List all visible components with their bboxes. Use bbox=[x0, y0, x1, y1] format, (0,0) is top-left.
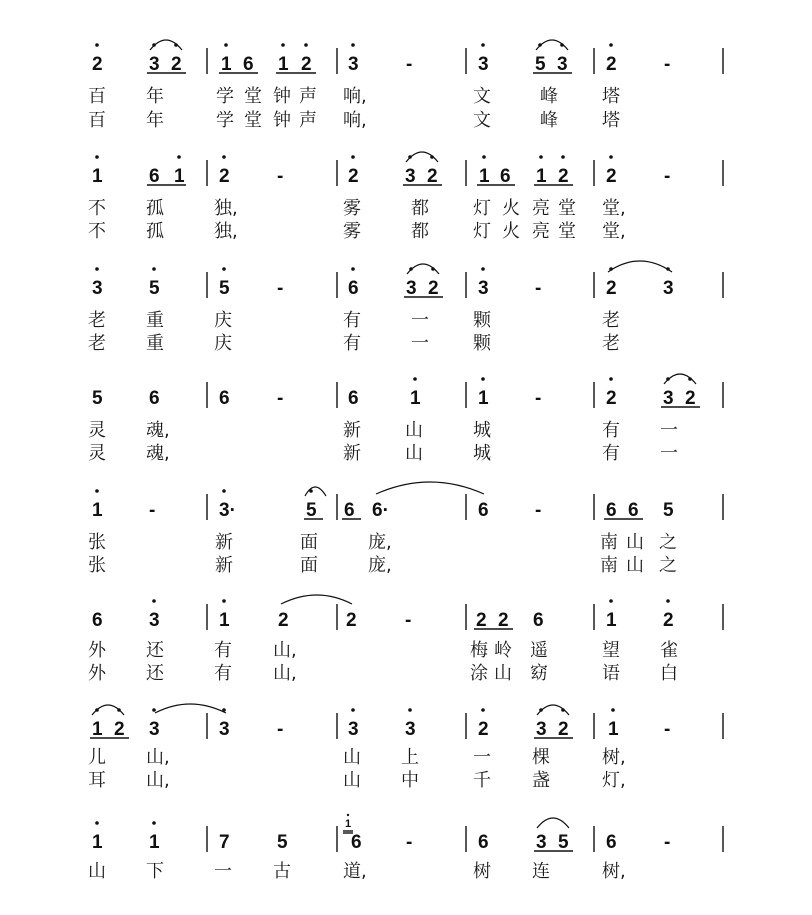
note: 1 bbox=[92, 166, 103, 187]
note: 3 bbox=[92, 278, 103, 299]
lyric: 面 bbox=[300, 555, 318, 576]
note: 1 bbox=[608, 719, 619, 740]
lyric: 有 bbox=[214, 640, 232, 661]
note: 3 bbox=[663, 278, 674, 299]
note: 7 bbox=[219, 832, 230, 853]
lyric: 一 bbox=[214, 861, 232, 882]
dash-hold: - bbox=[277, 388, 284, 409]
dash-hold: - bbox=[406, 54, 413, 75]
note: 6 bbox=[348, 278, 359, 299]
lyric: 峰 bbox=[540, 86, 558, 107]
note: 6 bbox=[92, 610, 103, 631]
lyric: 张 bbox=[88, 532, 106, 553]
lyric: 山, bbox=[273, 640, 297, 661]
note: 3 bbox=[557, 54, 568, 75]
score-row-4 bbox=[88, 374, 723, 464]
octave-dots bbox=[413, 377, 692, 381]
lyric: 山, bbox=[146, 747, 170, 768]
note: 2 bbox=[558, 719, 569, 740]
note: 3 bbox=[478, 54, 489, 75]
lyric: 面 bbox=[300, 532, 318, 553]
score-row-5 bbox=[88, 482, 723, 576]
lyric: 一 bbox=[660, 420, 678, 441]
lyric: 百 bbox=[88, 86, 106, 107]
lyric: 山, bbox=[273, 663, 297, 684]
lyric: 山 bbox=[405, 443, 423, 464]
slurs bbox=[406, 152, 438, 162]
lyric: 外 bbox=[88, 640, 106, 661]
lyric: 重 bbox=[146, 333, 164, 354]
lyric: 响, bbox=[343, 86, 367, 107]
lyric: 山 bbox=[343, 770, 361, 791]
note: 3 bbox=[536, 832, 547, 853]
lyric: 有 bbox=[602, 420, 620, 441]
lyric: 不 bbox=[88, 198, 106, 219]
lyric: 堂 bbox=[558, 198, 576, 219]
lyric: 一 bbox=[411, 333, 429, 354]
score-row-8 bbox=[88, 814, 723, 882]
grace-note: 1 bbox=[345, 818, 352, 830]
note: 6 bbox=[351, 832, 362, 853]
note: 3 bbox=[219, 719, 230, 740]
lyric: 庆 bbox=[214, 333, 232, 354]
dash-hold: - bbox=[535, 388, 542, 409]
lyric: 庆 bbox=[214, 310, 232, 331]
lyric: 堂 bbox=[558, 221, 576, 242]
lyric: 新 bbox=[215, 532, 233, 553]
score-row-7 bbox=[88, 704, 723, 791]
octave-dots bbox=[95, 155, 613, 159]
lyric: 千 bbox=[473, 770, 491, 791]
lyric: 雾 bbox=[343, 198, 361, 219]
lyric: 庞, bbox=[368, 532, 392, 553]
lyric: 孤 bbox=[146, 198, 164, 219]
note: 2 bbox=[606, 54, 617, 75]
lyric: 不 bbox=[88, 221, 106, 242]
lyric: 古 bbox=[273, 861, 291, 882]
slurs bbox=[92, 704, 569, 715]
lyric: 声 bbox=[299, 86, 317, 107]
octave-dots bbox=[95, 489, 313, 493]
lyric: 树, bbox=[602, 861, 626, 882]
note: 2 bbox=[606, 388, 617, 409]
dash-hold: - bbox=[277, 719, 284, 740]
lyric: 年 bbox=[146, 86, 164, 107]
lyric: 还 bbox=[146, 663, 164, 684]
note: 6 bbox=[478, 832, 489, 853]
lyric: 文 bbox=[473, 110, 491, 131]
dash-hold: - bbox=[535, 500, 542, 521]
lyric: 上 bbox=[401, 747, 419, 768]
lyric: 孤 bbox=[146, 221, 164, 242]
lyric: 中 bbox=[401, 770, 419, 791]
note: 2 bbox=[219, 166, 230, 187]
lyric: 城 bbox=[473, 443, 491, 464]
lyric: 老 bbox=[88, 310, 106, 331]
note: 1 bbox=[149, 832, 160, 853]
note: 6 bbox=[478, 500, 489, 521]
lyric: 城 bbox=[473, 420, 491, 441]
note: 3 bbox=[405, 166, 416, 187]
note: 2 bbox=[348, 166, 359, 187]
lyric: 钟 bbox=[273, 86, 291, 107]
lyric: 山 bbox=[405, 420, 423, 441]
lyric: 年 bbox=[146, 110, 164, 131]
lyric: 庞, bbox=[368, 555, 392, 576]
note: 5 bbox=[92, 388, 103, 409]
dash-hold: - bbox=[664, 832, 671, 853]
lyric: 雀 bbox=[660, 640, 678, 661]
lyric: 之 bbox=[659, 555, 677, 576]
note: 6 bbox=[348, 388, 359, 409]
lyric: 独, bbox=[214, 198, 238, 219]
lyric: 有 bbox=[602, 443, 620, 464]
lyric: 亮 bbox=[532, 198, 550, 219]
lyric: 学 bbox=[216, 86, 234, 107]
lyric: 一 bbox=[473, 747, 491, 768]
note: 6 bbox=[628, 500, 639, 521]
note: 2 bbox=[114, 719, 125, 740]
lyric: 山, bbox=[146, 770, 170, 791]
dash-hold: - bbox=[405, 610, 412, 631]
note: 2 bbox=[606, 166, 617, 187]
lyric: 百 bbox=[88, 110, 106, 131]
lyric: 有 bbox=[343, 310, 361, 331]
note: 3 bbox=[149, 54, 160, 75]
dash-hold: - bbox=[406, 832, 413, 853]
lyric: 都 bbox=[411, 221, 429, 242]
note: 1 bbox=[410, 388, 421, 409]
dash-hold: - bbox=[535, 278, 542, 299]
note: 2 bbox=[478, 719, 489, 740]
lyric: 山 bbox=[343, 747, 361, 768]
note: 2 bbox=[606, 278, 617, 299]
lyric: 窈 bbox=[530, 663, 548, 684]
note: 5 bbox=[277, 832, 288, 853]
note: 2 bbox=[476, 610, 487, 631]
note: 6 bbox=[606, 500, 617, 521]
lyric: 颗 bbox=[473, 310, 491, 331]
note: 1 bbox=[278, 54, 289, 75]
note: 3 bbox=[405, 719, 416, 740]
note: 2 bbox=[558, 166, 569, 187]
dash-hold: - bbox=[664, 719, 671, 740]
lyric: 语 bbox=[602, 663, 620, 684]
lyric: 魂, bbox=[146, 420, 170, 441]
note: 1 bbox=[92, 719, 103, 740]
lyric: 外 bbox=[88, 663, 106, 684]
dash-hold: - bbox=[664, 166, 671, 187]
note: 1 bbox=[92, 500, 103, 521]
lyric: 峰 bbox=[540, 110, 558, 131]
lyric: 一 bbox=[660, 443, 678, 464]
octave-dots bbox=[95, 43, 613, 47]
lyric: 之 bbox=[659, 532, 677, 553]
note: 3 bbox=[149, 719, 160, 740]
lyric: 盏 bbox=[532, 770, 550, 791]
slurs bbox=[664, 374, 696, 384]
score-row-6 bbox=[88, 595, 723, 684]
note: 2 bbox=[278, 610, 289, 631]
lyric: 望 bbox=[602, 640, 620, 661]
lyric: 岭 bbox=[494, 640, 512, 661]
lyric: 南 bbox=[600, 532, 618, 553]
lyric: 灯, bbox=[602, 770, 626, 791]
lyric: 学 bbox=[216, 110, 234, 131]
slurs bbox=[305, 482, 484, 496]
score-row-1 bbox=[88, 40, 723, 131]
slurs bbox=[281, 595, 352, 604]
note: 1 bbox=[536, 166, 547, 187]
lyric: 张 bbox=[88, 555, 106, 576]
note: 5 bbox=[149, 278, 160, 299]
lyric: 魂, bbox=[146, 443, 170, 464]
lyric: 火 bbox=[502, 221, 520, 242]
slurs bbox=[150, 40, 568, 50]
note: 2 bbox=[346, 610, 357, 631]
slurs bbox=[407, 261, 672, 274]
lyric: 有 bbox=[343, 333, 361, 354]
note: 3· bbox=[219, 500, 236, 521]
note: 3 bbox=[663, 388, 674, 409]
lyric: 都 bbox=[411, 198, 429, 219]
dash-hold: - bbox=[664, 54, 671, 75]
note: 6 bbox=[533, 610, 544, 631]
lyric: 一 bbox=[411, 310, 429, 331]
score-row-3 bbox=[88, 261, 723, 354]
note: 1 bbox=[479, 166, 490, 187]
note: 5 bbox=[219, 278, 230, 299]
lyric: 有 bbox=[214, 663, 232, 684]
lyric: 颗 bbox=[473, 333, 491, 354]
octave-dots bbox=[152, 599, 670, 603]
lyric: 山 bbox=[494, 663, 512, 684]
note: 3 bbox=[478, 278, 489, 299]
note: 6 bbox=[344, 500, 355, 521]
lyric: 老 bbox=[602, 333, 620, 354]
lyric: 山 bbox=[626, 532, 644, 553]
lyric: 重 bbox=[146, 310, 164, 331]
lyric: 老 bbox=[88, 333, 106, 354]
note: 3 bbox=[348, 719, 359, 740]
note: 5 bbox=[663, 500, 674, 521]
note: 6· bbox=[372, 500, 389, 521]
lyric: 火 bbox=[502, 198, 520, 219]
lyric: 老 bbox=[602, 310, 620, 331]
note: 6 bbox=[243, 54, 254, 75]
lyric: 棵 bbox=[532, 747, 550, 768]
lyric: 雾 bbox=[343, 221, 361, 242]
octave-dots bbox=[95, 708, 615, 712]
lyric: 塔 bbox=[602, 86, 620, 107]
note: 1 bbox=[478, 388, 489, 409]
octave-dots bbox=[95, 814, 349, 825]
note: 6 bbox=[606, 832, 617, 853]
lyric: 涂 bbox=[470, 663, 488, 684]
lyric: 道, bbox=[343, 861, 367, 882]
note: 2 bbox=[685, 388, 696, 409]
note: 2 bbox=[428, 278, 439, 299]
lyric: 堂, bbox=[602, 198, 626, 219]
dash-hold: - bbox=[277, 166, 284, 187]
dash-hold: - bbox=[149, 500, 156, 521]
note: 2 bbox=[498, 610, 509, 631]
note: 2 bbox=[301, 54, 312, 75]
lyric: 堂, bbox=[602, 221, 626, 242]
lyric: 声 bbox=[299, 110, 317, 131]
note: 5 bbox=[535, 54, 546, 75]
octave-dots bbox=[95, 267, 670, 271]
lyric: 文 bbox=[473, 86, 491, 107]
note: 1 bbox=[219, 610, 230, 631]
lyric: 南 bbox=[600, 555, 618, 576]
dash-hold: - bbox=[277, 278, 284, 299]
lyric: 树, bbox=[602, 747, 626, 768]
note: 1 bbox=[606, 610, 617, 631]
note: 1 bbox=[92, 832, 103, 853]
note: 3 bbox=[406, 278, 417, 299]
note: 6 bbox=[219, 388, 230, 409]
lyric: 塔 bbox=[602, 110, 620, 131]
note: 2 bbox=[92, 54, 103, 75]
lyric: 耳 bbox=[88, 770, 106, 791]
note: 5 bbox=[306, 500, 317, 521]
lyric: 灵 bbox=[88, 420, 106, 441]
lyric: 白 bbox=[660, 663, 678, 684]
lyric: 钟 bbox=[273, 110, 291, 131]
lyric: 亮 bbox=[532, 221, 550, 242]
note: 1 bbox=[221, 54, 232, 75]
lyric: 堂 bbox=[244, 86, 262, 107]
note: 1 bbox=[174, 166, 185, 187]
lyric: 儿 bbox=[88, 747, 106, 768]
slurs bbox=[537, 818, 569, 828]
lyric: 下 bbox=[146, 861, 164, 882]
note: 2 bbox=[427, 166, 438, 187]
lyric: 独, bbox=[214, 221, 238, 242]
lyric: 连 bbox=[532, 861, 550, 882]
lyric: 遥 bbox=[530, 640, 548, 661]
lyric: 树 bbox=[473, 861, 491, 882]
note: 2 bbox=[171, 54, 182, 75]
lyric: 还 bbox=[146, 640, 164, 661]
lyric: 新 bbox=[215, 555, 233, 576]
lyric: 山 bbox=[626, 555, 644, 576]
lyric: 堂 bbox=[244, 110, 262, 131]
lyric: 新 bbox=[343, 443, 361, 464]
lyric: 梅 bbox=[470, 640, 488, 661]
note: 3 bbox=[348, 54, 359, 75]
lyric: 灵 bbox=[88, 443, 106, 464]
score-row-2 bbox=[88, 152, 723, 242]
lyric: 响, bbox=[343, 110, 367, 131]
note: 6 bbox=[149, 388, 160, 409]
note: 6 bbox=[149, 166, 160, 187]
note: 6 bbox=[500, 166, 511, 187]
note: 3 bbox=[149, 610, 160, 631]
lyric: 灯 bbox=[473, 221, 491, 242]
lyric: 山 bbox=[88, 861, 106, 882]
lyric: 新 bbox=[343, 420, 361, 441]
note: 2 bbox=[663, 610, 674, 631]
note: 5 bbox=[558, 832, 569, 853]
lyric: 灯 bbox=[473, 198, 491, 219]
note: 3 bbox=[536, 719, 547, 740]
